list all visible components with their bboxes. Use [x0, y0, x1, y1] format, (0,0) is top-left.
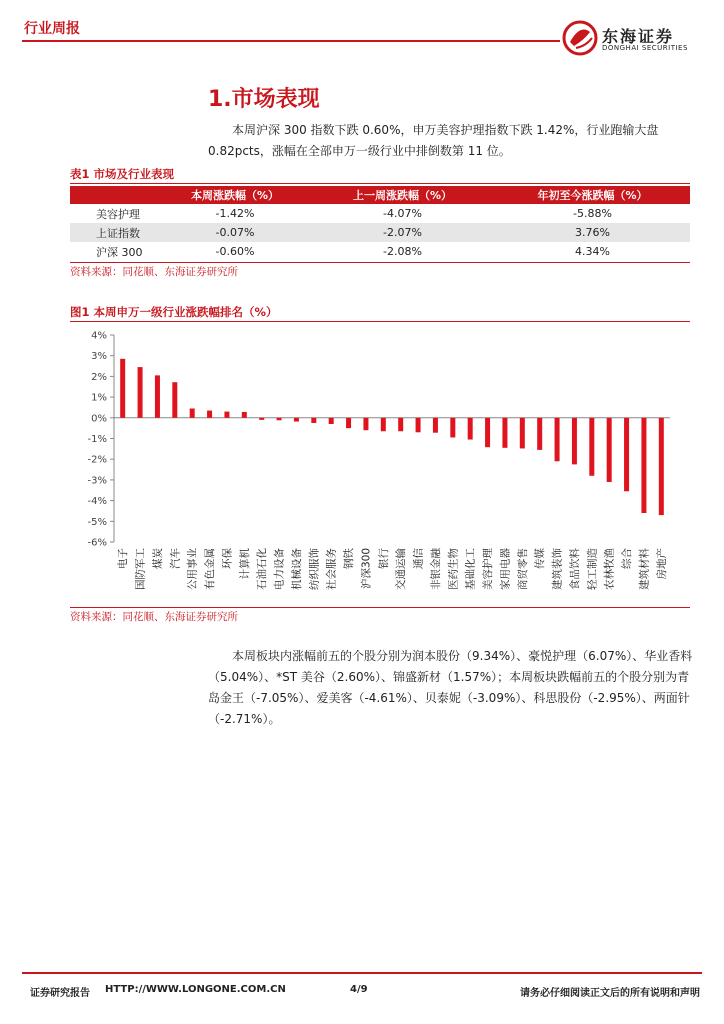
- x-tick-label: 汽车: [169, 548, 182, 569]
- x-tick-label: 公用事业: [186, 548, 199, 590]
- table1-bottom-rule: [70, 262, 690, 263]
- x-tick-label: 建筑装饰: [551, 548, 564, 590]
- figure1-bottom-rule: [70, 607, 690, 608]
- x-tick-label: 计算机: [238, 548, 251, 580]
- bar: [363, 418, 368, 430]
- bar: [155, 375, 160, 417]
- stock-movers-paragraph: 本周板块内涨幅前五的个股分别为润本股份（9.34%）、豪悦护理（6.07%）、华业香料（5.04%）、*ST 美谷（2.60%）、锦盛新材（1.57%）；本周板块跌幅前五的个股分别为青岛金王（-7.05%）、爱美客（-4.61%）、贝泰妮（-3.09%）、科思股份（-2.95%）、两面针（-2.71%）。: [208, 649, 693, 726]
- y-tick-label: 4%: [91, 330, 107, 342]
- bar: [624, 418, 629, 491]
- x-tick-label: 银行: [377, 548, 390, 569]
- footer-page-number: 4/9: [350, 984, 368, 995]
- x-tick-label: 通信: [412, 548, 425, 569]
- row-name: 美容护理: [96, 207, 140, 221]
- x-tick-label: 石油石化: [256, 548, 269, 590]
- figure1-caption: 图1 本周申万一级行业涨跌幅排名（%）: [70, 305, 278, 319]
- table-row: [70, 242, 690, 261]
- bar: [641, 418, 646, 513]
- row-name: 上证指数: [70, 223, 160, 242]
- bar: [537, 418, 542, 450]
- week-change: -0.07%: [160, 223, 310, 242]
- bar: [259, 418, 264, 420]
- summary-paragraph: 本周沪深 300 指数下跌 0.60%，申万美容护理指数下跌 1.42%，行业跑输大盘 0.82pcts，涨幅在全部申万一级行业中排倒数第 11 位。: [208, 123, 659, 158]
- ytd-change: 3.76%: [495, 223, 690, 242]
- table-header-cell: 上一周涨跌幅（%）: [310, 186, 495, 204]
- bar: [607, 418, 612, 482]
- x-tick-label: 社会服务: [325, 548, 338, 590]
- week-change: -0.60%: [215, 245, 255, 258]
- row-name: 沪深 300: [96, 245, 143, 259]
- figure1-caption-rule: [70, 321, 690, 322]
- bar: [555, 418, 560, 461]
- y-tick-label: -6%: [87, 537, 107, 549]
- table-header-row: [70, 186, 690, 204]
- bar-series: [120, 359, 664, 515]
- y-tick-label: 3%: [91, 351, 107, 363]
- y-tick-label: -1%: [87, 434, 107, 445]
- bar: [190, 408, 195, 417]
- ytd-change: -5.88%: [573, 207, 612, 220]
- x-tick-label: 轻工制造: [586, 548, 599, 590]
- bar: [172, 382, 177, 418]
- bar: [138, 367, 143, 418]
- table-header-cell: [70, 186, 160, 204]
- y-tick-label: 1%: [91, 392, 107, 404]
- x-tick-label: 电子: [117, 548, 130, 569]
- last-week-change: -2.07%: [310, 223, 495, 242]
- bar: [346, 418, 351, 428]
- bar: [311, 418, 316, 423]
- market-performance-table: [70, 186, 690, 261]
- donghai-logo-icon: [560, 18, 600, 58]
- industry-ranking-bar-chart: [70, 324, 690, 606]
- bar: [520, 418, 525, 449]
- bar: [485, 418, 490, 447]
- bar: [450, 418, 455, 438]
- y-axis: [88, 331, 670, 549]
- bar: [416, 418, 421, 432]
- footer-disclaimer: 请务必仔细阅读正文后的所有说明和声明: [520, 988, 700, 999]
- bar: [433, 418, 438, 433]
- x-tick-label: 有色金属: [204, 548, 217, 590]
- y-tick-label: -2%: [87, 454, 107, 466]
- table-row: [70, 223, 690, 242]
- bar: [381, 418, 386, 431]
- bar: [572, 418, 577, 465]
- footer-report-type: 证券研究报告: [30, 988, 90, 999]
- footer-divider: [22, 972, 702, 974]
- week-change: -1.42%: [215, 207, 255, 220]
- y-tick-label: -5%: [87, 516, 107, 528]
- last-week-change: -4.07%: [383, 207, 422, 220]
- bar: [224, 412, 229, 418]
- brand-name-en: DONGHAI SECURITIES: [602, 44, 688, 52]
- x-tick-label: 钢铁: [343, 548, 356, 569]
- table1-caption: 表1 市场及行业表现: [70, 167, 175, 181]
- bar: [294, 418, 299, 422]
- x-axis-labels: [116, 548, 668, 590]
- y-tick-label: 2%: [91, 371, 107, 383]
- header-section-tag: 行业周报: [24, 21, 80, 37]
- x-tick-label: 房地产: [655, 548, 668, 580]
- bar: [502, 418, 507, 448]
- x-tick-label: 环保: [221, 548, 234, 569]
- x-tick-label: 纺织服饰: [308, 548, 321, 590]
- bar: [207, 411, 212, 418]
- last-week-change: -2.08%: [383, 245, 422, 258]
- bar: [277, 418, 282, 420]
- bar: [659, 418, 664, 515]
- table1-source: 资料来源：同花顺、东海证券研究所: [70, 266, 238, 278]
- section-title: 1.市场表现: [208, 87, 320, 112]
- bar: [120, 359, 125, 418]
- x-tick-label: 非银金融: [429, 548, 442, 590]
- table-header-cell: 本周涨跌幅（%）: [160, 186, 310, 204]
- footer-url[interactable]: HTTP://WWW.LONGONE.COM.CN: [105, 984, 286, 995]
- x-tick-label: 交通运输: [395, 548, 408, 590]
- x-tick-label: 传媒: [534, 548, 547, 569]
- figure1-source: 资料来源：同花顺、东海证券研究所: [70, 611, 238, 623]
- x-tick-label: 国防军工: [134, 548, 147, 590]
- bar: [589, 418, 594, 476]
- x-tick-label: 建筑材料: [638, 548, 651, 590]
- x-tick-label: 煤炭: [151, 548, 164, 569]
- x-tick-label: 机械设备: [290, 548, 303, 590]
- x-tick-label: 沪深300: [360, 548, 373, 590]
- x-tick-label: 综合: [621, 548, 634, 569]
- bar: [329, 418, 334, 424]
- ytd-change: 4.34%: [575, 245, 610, 258]
- y-tick-label: 0%: [91, 413, 107, 425]
- y-tick-label: -3%: [87, 475, 107, 487]
- header-divider: [22, 40, 560, 42]
- brand-name-cn: 东海证券: [602, 27, 675, 46]
- x-tick-label: 家用电器: [499, 548, 512, 590]
- x-tick-label: 美容护理: [482, 548, 495, 590]
- x-tick-label: 医药生物: [447, 548, 460, 590]
- x-tick-label: 电力设备: [273, 548, 286, 590]
- table-header-cell: 年初至今涨跌幅（%）: [495, 186, 690, 204]
- table1-caption-rule: [70, 183, 690, 184]
- x-tick-label: 基础化工: [464, 548, 477, 590]
- bar: [242, 412, 247, 418]
- bar: [468, 418, 473, 440]
- y-tick-label: -4%: [87, 496, 107, 508]
- x-tick-label: 食品饮料: [568, 548, 581, 590]
- table-row: [70, 204, 690, 223]
- x-tick-label: 商贸零售: [516, 548, 529, 590]
- x-tick-label: 农林牧渔: [603, 548, 616, 590]
- bar: [398, 418, 403, 431]
